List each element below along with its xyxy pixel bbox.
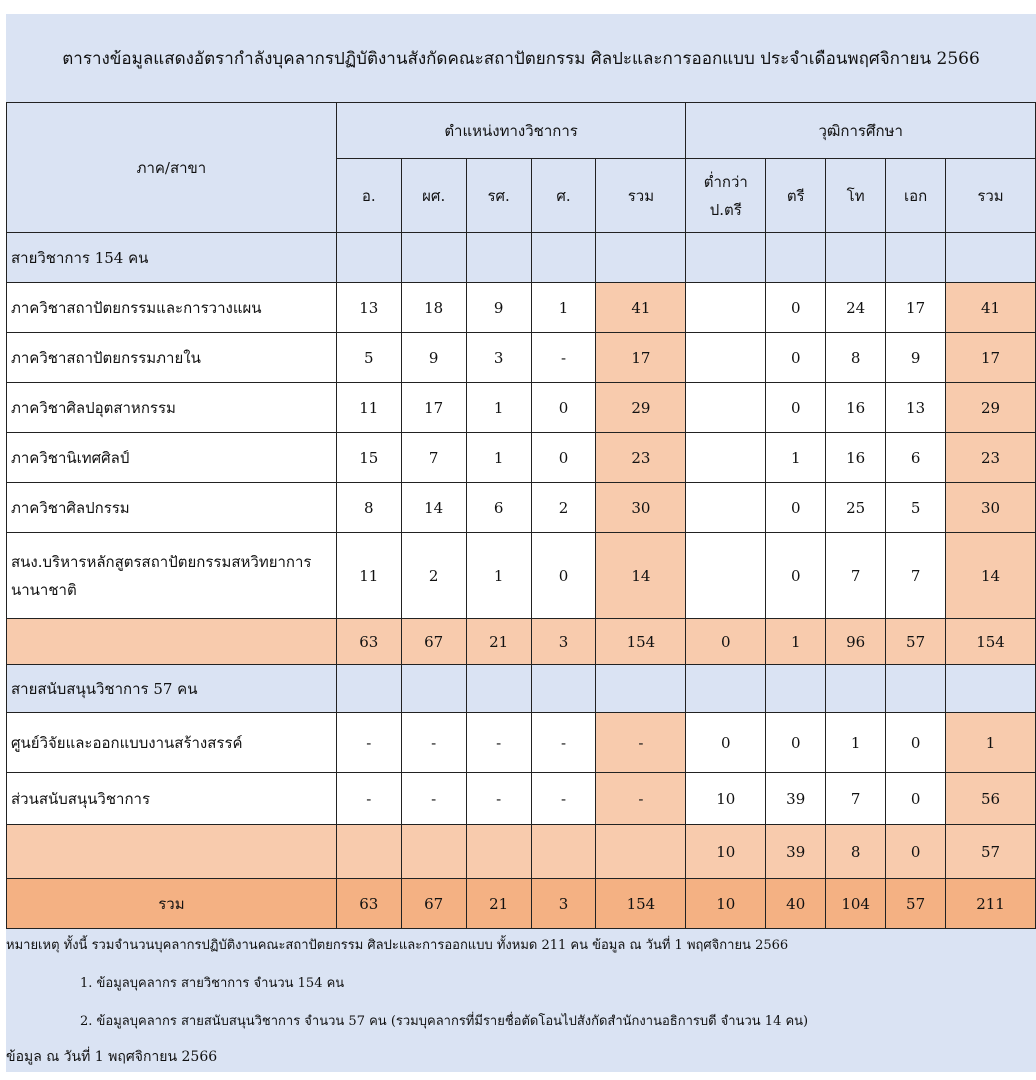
education-value-cell — [686, 283, 766, 333]
academic-value-cell: 0 — [531, 433, 596, 483]
academic-value-cell: 9 — [466, 283, 531, 333]
education-value-cell: 25 — [826, 483, 886, 533]
subtotal-cell — [466, 825, 531, 879]
academic-total-cell: - — [596, 713, 686, 773]
education-value-cell: 8 — [826, 333, 886, 383]
academic-value-cell: 8 — [336, 483, 401, 533]
academic-total-cell: 23 — [596, 433, 686, 483]
subtotal-cell: 8 — [826, 825, 886, 879]
grand-total-cell: 40 — [766, 879, 826, 929]
academic-value-cell: 0 — [531, 383, 596, 433]
subtotal-label-cell — [7, 619, 337, 665]
academic-position-header: ตำแหน่งทางวิชาการ — [336, 103, 686, 159]
table-row — [7, 773, 1036, 825]
grand-total-cell: 67 — [401, 879, 466, 929]
education-value-cell: 24 — [826, 283, 886, 333]
academic-value-cell: 7 — [401, 433, 466, 483]
academic-value-cell: - — [531, 773, 596, 825]
table-row — [7, 233, 1036, 283]
education-value-cell — [686, 333, 766, 383]
empty-cell — [531, 665, 596, 713]
education-value-cell: 16 — [826, 433, 886, 483]
academic-value-cell: 13 — [336, 283, 401, 333]
education-value-cell: 1 — [826, 713, 886, 773]
grand-total-cell: 57 — [886, 879, 946, 929]
subtotal-cell: 67 — [401, 619, 466, 665]
education-total-cell: 17 — [946, 333, 1036, 383]
education-value-cell: 0 — [766, 483, 826, 533]
table-row — [7, 825, 1036, 879]
academic-total-cell: 41 — [596, 283, 686, 333]
note-data-date: ข้อมูล ณ วันที่ 1 พฤศจิกายน 2566 — [6, 1049, 218, 1065]
grand-total-cell: 211 — [946, 879, 1036, 929]
education-value-cell: 0 — [686, 713, 766, 773]
education-value-cell: 10 — [686, 773, 766, 825]
academic-value-cell: - — [401, 713, 466, 773]
education-total-cell: 1 — [946, 713, 1036, 773]
subtotal-cell: 39 — [766, 825, 826, 879]
section-support-title: สายสนับสนุนวิชาการ 57 คน — [7, 665, 337, 713]
empty-cell — [766, 233, 826, 283]
subtotal-cell: 154 — [596, 619, 686, 665]
education-value-cell — [686, 483, 766, 533]
academic-value-cell: 14 — [401, 483, 466, 533]
dept-name: ภาควิชาศิลปกรรม — [7, 483, 337, 533]
academic-value-cell: - — [401, 773, 466, 825]
empty-cell — [946, 233, 1036, 283]
education-value-cell: 0 — [766, 713, 826, 773]
education-value-cell — [686, 433, 766, 483]
subtotal-cell: 57 — [886, 619, 946, 665]
note-item-2: 2. ข้อมูลบุคลากร สายสนับสนุนวิชาการ จำนวน 57 คน (รวมบุคลากรที่มีรายชื่อตัดโอนไปสังกัดสำนักงานอธิการบดี จำนวน 14 คน) — [80, 1014, 809, 1029]
note-remark: หมายเหตุ ทั้งนี้ รวมจำนวนบุคลากรปฏิบัติงานคณะสถาปัตยกรรม ศิลปะและการออกแบบ ทั้งหมด 211 คน ข้อมูล ณ วันที่ 1 พฤศจิกายน 2566 — [6, 938, 789, 953]
subtotal-cell: 0 — [686, 619, 766, 665]
empty-cell — [466, 233, 531, 283]
grand-total-cell: 3 — [531, 879, 596, 929]
empty-cell — [336, 665, 401, 713]
academic-value-cell: 1 — [531, 283, 596, 333]
col-education-total: รวม — [946, 159, 1036, 233]
academic-value-cell: - — [531, 713, 596, 773]
table-row — [7, 713, 1036, 773]
grand-total-cell: 154 — [596, 879, 686, 929]
academic-value-cell: 11 — [336, 383, 401, 433]
empty-cell — [596, 233, 686, 283]
report-title: ตารางข้อมูลแสดงอัตรากำลังบุคลากรปฏิบัติงานสังกัดคณะสถาปัตยกรรม ศิลปะและการออกแบบ ประจำเดือนพฤศจิกายน 2566 — [62, 48, 980, 69]
academic-total-cell: - — [596, 773, 686, 825]
grand-total-cell: 63 — [336, 879, 401, 929]
academic-total-cell: 30 — [596, 483, 686, 533]
empty-cell — [401, 233, 466, 283]
education-value-cell: 0 — [766, 533, 826, 619]
grand-total-cell: 104 — [826, 879, 886, 929]
subtotal-cell: 21 — [466, 619, 531, 665]
dept-name: สนง.บริหารหลักสูตรสถาปัตยกรรมสหวิทยาการนานาชาติ — [7, 533, 337, 619]
education-header: วุฒิการศึกษา — [686, 103, 1036, 159]
empty-cell — [336, 233, 401, 283]
col-master: โท — [826, 159, 886, 233]
table-row — [7, 665, 1036, 713]
empty-cell — [466, 665, 531, 713]
education-value-cell: 1 — [766, 433, 826, 483]
subtotal-cell: 3 — [531, 619, 596, 665]
empty-cell — [886, 233, 946, 283]
academic-value-cell: 0 — [531, 533, 596, 619]
education-value-cell: 0 — [766, 333, 826, 383]
dept-header: ภาค/สาขา — [7, 103, 337, 233]
education-value-cell: 7 — [826, 773, 886, 825]
subtotal-cell — [596, 825, 686, 879]
dept-name: ภาควิชาสถาปัตยกรรมภายใน — [7, 333, 337, 383]
subtotal-cell — [401, 825, 466, 879]
education-value-cell: 0 — [766, 283, 826, 333]
col-assoc-prof: รศ. — [466, 159, 531, 233]
empty-cell — [946, 665, 1036, 713]
subtotal-cell: 63 — [336, 619, 401, 665]
col-bachelor: ตรี — [766, 159, 826, 233]
education-total-cell: 41 — [946, 283, 1036, 333]
education-value-cell: 17 — [886, 283, 946, 333]
academic-total-cell: 14 — [596, 533, 686, 619]
dept-name: ภาควิชาศิลปอุตสาหกรรม — [7, 383, 337, 433]
academic-value-cell: 6 — [466, 483, 531, 533]
table-row — [7, 333, 1036, 383]
table-row — [7, 483, 1036, 533]
education-total-cell: 29 — [946, 383, 1036, 433]
dept-name: ส่วนสนับสนุนวิชาการ — [7, 773, 337, 825]
dept-name: ภาควิชาสถาปัตยกรรมและการวางแผน — [7, 283, 337, 333]
academic-value-cell: - — [336, 773, 401, 825]
academic-value-cell: 1 — [466, 533, 531, 619]
empty-cell — [596, 665, 686, 713]
col-doctorate: เอก — [886, 159, 946, 233]
empty-cell — [531, 233, 596, 283]
education-value-cell: 7 — [826, 533, 886, 619]
education-value-cell: 6 — [886, 433, 946, 483]
empty-cell — [686, 665, 766, 713]
education-value-cell: 0 — [886, 773, 946, 825]
subtotal-cell: 0 — [886, 825, 946, 879]
academic-value-cell: 15 — [336, 433, 401, 483]
report-sheet — [6, 14, 1036, 1072]
col-academic-total: รวม — [596, 159, 686, 233]
subtotal-cell: 96 — [826, 619, 886, 665]
education-value-cell: 16 — [826, 383, 886, 433]
subtotal-cell: 154 — [946, 619, 1036, 665]
academic-value-cell: 1 — [466, 433, 531, 483]
table-row — [7, 383, 1036, 433]
table-row — [7, 283, 1036, 333]
table-row — [7, 533, 1036, 619]
empty-cell — [886, 665, 946, 713]
dept-name: ภาควิชานิเทศศิลป์ — [7, 433, 337, 483]
academic-total-cell: 17 — [596, 333, 686, 383]
col-below-bachelor: ต่ำกว่า ป.ตรี — [686, 159, 766, 233]
education-value-cell: 5 — [886, 483, 946, 533]
dept-name: ศูนย์วิจัยและออกแบบงานสร้างสรรค์ — [7, 713, 337, 773]
academic-value-cell: 2 — [401, 533, 466, 619]
education-value-cell: 0 — [886, 713, 946, 773]
empty-cell — [826, 233, 886, 283]
table-row — [7, 619, 1036, 665]
subtotal-cell — [336, 825, 401, 879]
education-total-cell: 30 — [946, 483, 1036, 533]
subtotal-cell: 10 — [686, 825, 766, 879]
staff-table — [6, 102, 1036, 929]
grand-total-label: รวม — [7, 879, 337, 929]
empty-cell — [766, 665, 826, 713]
academic-value-cell: 1 — [466, 383, 531, 433]
academic-value-cell: - — [466, 713, 531, 773]
academic-total-cell: 29 — [596, 383, 686, 433]
table-row — [7, 433, 1036, 483]
academic-value-cell: - — [531, 333, 596, 383]
education-value-cell: 9 — [886, 333, 946, 383]
academic-value-cell: 18 — [401, 283, 466, 333]
education-total-cell: 56 — [946, 773, 1036, 825]
academic-value-cell: 2 — [531, 483, 596, 533]
education-value-cell: 7 — [886, 533, 946, 619]
academic-value-cell: - — [336, 713, 401, 773]
academic-value-cell: 17 — [401, 383, 466, 433]
education-total-cell: 14 — [946, 533, 1036, 619]
education-total-cell: 23 — [946, 433, 1036, 483]
subtotal-cell: 1 — [766, 619, 826, 665]
academic-value-cell: 3 — [466, 333, 531, 383]
empty-cell — [686, 233, 766, 283]
grand-total-cell: 10 — [686, 879, 766, 929]
section-academic-title: สายวิชาการ 154 คน — [7, 233, 337, 283]
col-asst-prof: ผศ. — [401, 159, 466, 233]
academic-value-cell: 9 — [401, 333, 466, 383]
col-lecturer: อ. — [336, 159, 401, 233]
education-value-cell: 0 — [766, 383, 826, 433]
academic-value-cell: 5 — [336, 333, 401, 383]
subtotal-cell — [531, 825, 596, 879]
subtotal-cell: 57 — [946, 825, 1036, 879]
education-value-cell: 13 — [886, 383, 946, 433]
education-value-cell — [686, 533, 766, 619]
table-row — [7, 879, 1036, 929]
col-prof: ศ. — [531, 159, 596, 233]
empty-cell — [401, 665, 466, 713]
note-item-1: 1. ข้อมูลบุคลากร สายวิชาการ จำนวน 154 คน — [80, 976, 345, 991]
subtotal-label-cell — [7, 825, 337, 879]
grand-total-cell: 21 — [466, 879, 531, 929]
academic-value-cell: - — [466, 773, 531, 825]
education-value-cell — [686, 383, 766, 433]
education-value-cell: 39 — [766, 773, 826, 825]
academic-value-cell: 11 — [336, 533, 401, 619]
empty-cell — [826, 665, 886, 713]
